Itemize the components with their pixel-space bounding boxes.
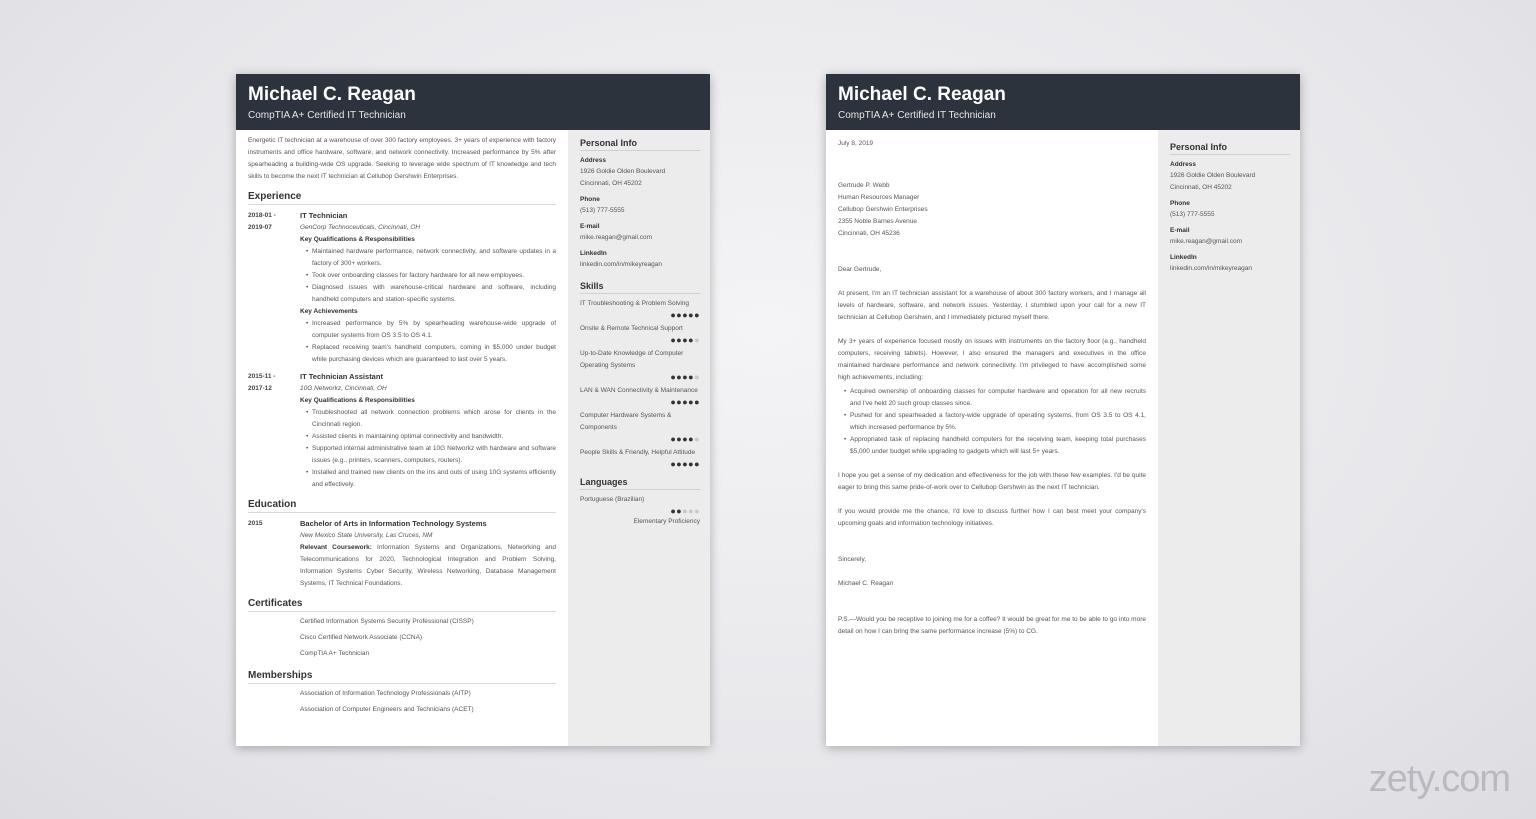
rating-dot-empty: ● <box>688 506 695 516</box>
email-value: mike.reagan@gmail.com <box>1170 238 1242 245</box>
skill-rating <box>580 434 700 444</box>
rating-dot-filled: ● <box>670 459 677 469</box>
list-item: • Troubleshooted all network connection problems which arose for clients in the Cincinnati region. <box>306 407 556 431</box>
rating-dot-filled: ● <box>694 459 700 469</box>
language-item <box>580 494 700 528</box>
rating-dot-filled: ● <box>688 372 695 382</box>
degree: Bachelor of Arts in Information Technology Systems <box>300 519 487 528</box>
education-entry <box>248 518 556 590</box>
signature: Michael C. Reagan <box>838 580 894 587</box>
skill-item <box>580 298 700 320</box>
bullet-list <box>300 407 556 491</box>
entry-date: 2018-01 - 2019-07 <box>248 212 276 231</box>
education-heading: Education <box>248 499 556 513</box>
linkedin-value: linkedin.com/in/mikeyreagan <box>580 261 663 268</box>
rating-dot-filled: ● <box>670 335 677 345</box>
list-item: • Acquired ownership of onboarding classes for computer hardware and operation for all new recruits and I've held 20 such group classes since. <box>844 386 1146 410</box>
address-label: Address <box>1170 161 1197 168</box>
paragraph: At present, I'm an IT technician assistant for a warehouse of about 300 factory workers, and I manage all levels of hardware, software, and network issues. Yesterday, I stumbled upon your call for a new IT technician at Cellubop Gershwin, and I immediately pictured myself there. <box>838 290 1146 321</box>
phone-label: Phone <box>580 196 600 203</box>
experience-entry <box>248 210 556 366</box>
resume-main <box>248 130 556 718</box>
paragraph: My 3+ years of experience focused mostly on issues with instruments on the factory floor (e.g., handheld computers, receiving tablets). However, I also ensured the managers and executives in the office maintained hardware performance and network connectivity. I'm privileged to have accomplished some high achievements, including: <box>838 338 1146 381</box>
email-label: E-mail <box>1170 227 1190 234</box>
job-title: IT Technician <box>300 211 348 220</box>
skill-item <box>580 410 700 444</box>
rating-dot-filled: ● <box>676 335 683 345</box>
rating-dot-filled: ● <box>676 434 683 444</box>
linkedin-label: LinkedIn <box>1170 254 1197 261</box>
resume-name: Michael C. Reagan <box>248 84 416 105</box>
email-label: E-mail <box>580 223 600 230</box>
rating-dot-filled: ● <box>676 397 683 407</box>
skill-rating <box>580 372 700 382</box>
subheading: Key Achievements <box>300 308 358 315</box>
certificates-list <box>248 614 556 662</box>
rating-dot-filled: ● <box>688 434 695 444</box>
rating-dot-filled: ● <box>688 335 695 345</box>
skill-name: LAN & WAN Connectivity & Maintenance <box>580 387 698 394</box>
resume-sidebar <box>568 130 710 746</box>
skill-rating <box>580 459 700 469</box>
closing: Sincerely, <box>838 556 867 563</box>
rating-dot-filled: ● <box>670 397 677 407</box>
rating-dot-filled: ● <box>670 506 677 516</box>
bullet-list <box>300 246 556 306</box>
personal-info-heading: Personal Info <box>580 138 700 151</box>
coursework <box>300 542 556 590</box>
rating-dot-empty: ● <box>694 372 700 382</box>
list-item: Certified Information Systems Security Professional (CISSP) <box>300 618 474 625</box>
letter-header <box>826 74 1300 130</box>
list-item: • Installed and trained new clients on the ins and outs of using 10G systems efficiently and effectively. <box>306 467 556 491</box>
list-item: • Pushed for and spearheaded a factory-wide upgrade of operating systems, from OS 3.5 to OS 4.1, which increased performance by 5%. <box>844 410 1146 434</box>
language-proficiency: Elementary Proficiency <box>633 518 700 525</box>
job-org: 10G Networkz, Cincinnati, OH <box>300 385 387 392</box>
email-value: mike.reagan@gmail.com <box>580 234 652 241</box>
personal-info-heading: Personal Info <box>1170 142 1290 155</box>
rating-dot-filled: ● <box>670 372 677 382</box>
address-value: 1926 Goldie Olden Boulevard Cincinnati, OH 45202 <box>580 168 666 187</box>
rating-dot-filled: ● <box>682 397 689 407</box>
rating-dot-filled: ● <box>682 335 689 345</box>
list-item: Association of Computer Engineers and Technicians (ACET) <box>300 706 474 713</box>
list-item: • Assisted clients in maintaining optimal connectivity and bandwidth. <box>306 431 556 443</box>
rating-dot-empty: ● <box>682 506 689 516</box>
rating-dot-filled: ● <box>682 372 689 382</box>
paragraph: I hope you get a sense of my dedication and effectiveness for the job with these few examples. I'd be quite eager to bring this same pride-of-work over to Cellubop Gershwin as the next IT technician. <box>838 472 1146 491</box>
skill-rating <box>580 335 700 345</box>
linkedin-value: linkedin.com/in/mikeyreagan <box>1170 265 1253 272</box>
rating-dot-empty: ● <box>694 434 700 444</box>
letter-date: July 8, 2019 <box>838 140 874 147</box>
linkedin-label: LinkedIn <box>580 250 607 257</box>
letter-sidebar <box>1158 130 1300 746</box>
list-item: • Increased performance by 5% by spearheading warehouse-wide upgrade of computer systems from OS 3.5 to OS 4.1. <box>306 318 556 342</box>
list-item: CompTIA A+ Technician <box>300 650 370 657</box>
rating-dot-filled: ● <box>688 310 695 320</box>
skill-item <box>580 348 700 382</box>
coursework-text: Information Systems and Organizations, Networking and Telecommunications for 2020, Technological Integration and Problem Solving, Information Systems Cyber Security, Wireless Networking, Database Management Systems, IT Technical Foundations. <box>300 544 556 587</box>
rating-dot-filled: ● <box>682 310 689 320</box>
job-title: IT Technician Assistant <box>300 372 383 381</box>
rating-dot-filled: ● <box>670 310 677 320</box>
phone-label: Phone <box>1170 200 1190 207</box>
rating-dot-filled: ● <box>682 434 689 444</box>
skill-rating <box>580 397 700 407</box>
rating-dot-filled: ● <box>676 506 683 516</box>
experience-heading: Experience <box>248 191 556 205</box>
resume-title: CompTIA A+ Certified IT Technician <box>248 110 406 121</box>
list-item: • Took over onboarding classes for factory hardware for all new employees. <box>306 270 556 282</box>
language-rating <box>580 506 700 516</box>
coursework-label: Relevant Coursework: <box>300 544 372 551</box>
phone-value: (513) 777-5555 <box>580 207 625 214</box>
subheading: Key Qualifications & Responsibilities <box>300 236 415 243</box>
rating-dot-filled: ● <box>688 459 695 469</box>
achievements-list <box>838 386 1146 458</box>
resume-page <box>236 74 710 746</box>
skill-rating <box>580 310 700 320</box>
recipient-block: Gertrude P. Webb Human Resources Manager Cellubop Gershwin Enterprises 2355 Noble Barnes Avenue Cincinnati, OH 45236 <box>838 182 928 237</box>
list-item: • Diagnosed issues with warehouse-critical hardware and software, including handheld computers and station-specific systems. <box>306 282 556 306</box>
skills-heading: Skills <box>580 281 700 294</box>
list-item: • Appropriated task of replacing handheld computers for the receiving team, keeping total purchases $5,000 under budget while upgrading to gadgets which will last 5+ years. <box>844 434 1146 458</box>
subheading: Key Qualifications & Responsibilities <box>300 397 415 404</box>
rating-dot-filled: ● <box>682 459 689 469</box>
skill-name: IT Troubleshooting & Problem Solving <box>580 300 689 307</box>
skills-list <box>580 298 700 469</box>
resume-header <box>236 74 710 130</box>
rating-dot-filled: ● <box>694 397 700 407</box>
list-item: Cisco Certified Network Associate (CCNA) <box>300 634 423 641</box>
list-item: • Supported internal administrative team at 10G Networkz with hardware and software issues (e.g., printers, scanners, computers, routers). <box>306 443 556 467</box>
languages-heading: Languages <box>580 477 700 490</box>
skill-item <box>580 447 700 469</box>
rating-dot-filled: ● <box>676 310 683 320</box>
entry-date: 2015-11 - 2017-12 <box>248 373 276 392</box>
skill-name: Computer Hardware Systems & Components <box>580 412 672 431</box>
language-name: Portuguese (Brazilian) <box>580 496 645 503</box>
rating-dot-empty: ● <box>694 506 700 516</box>
skill-item <box>580 323 700 345</box>
list-item: • Maintained hardware performance, network connectivity, and software updates in a factory of 300+ workers. <box>306 246 556 270</box>
skill-name: Onsite & Remote Technical Support <box>580 325 683 332</box>
skill-name: People Skills & Friendly, Helpful Attitude <box>580 449 696 456</box>
list-item: Association of Information Technology Professionals (AITP) <box>300 690 471 697</box>
greeting: Dear Gertrude, <box>838 266 882 273</box>
rating-dot-filled: ● <box>694 310 700 320</box>
letter-body <box>838 130 1146 638</box>
zety-logo[interactable]: zety.com <box>1368 758 1510 800</box>
address-label: Address <box>580 157 607 164</box>
rating-dot-filled: ● <box>688 397 695 407</box>
address-value: 1926 Goldie Olden Boulevard Cincinnati, OH 45202 <box>1170 172 1256 191</box>
school: New Mexico State University, Las Cruces, NM <box>300 532 433 539</box>
certificates-heading: Certificates <box>248 598 556 612</box>
letter-title: CompTIA A+ Certified IT Technician <box>838 110 996 121</box>
phone-value: (513) 777-5555 <box>1170 211 1215 218</box>
rating-dot-filled: ● <box>676 459 683 469</box>
memberships-list <box>248 686 556 718</box>
resume-summary: Energetic IT technician at a warehouse of over 300 factory employees. 3+ years of experience with factory instruments and office hardware, software, and network connectivity. Increased performance by 5% after spearheading a building-wide OS upgrade. Seeking to leverage wide spectrum of IT knowledge and tech skills to become the next IT technician at Cellubop Gershwin Enterprises. <box>248 137 556 180</box>
skill-name: Up-to-Date Knowledge of Computer Operating Systems <box>580 350 684 369</box>
experience-entry <box>248 371 556 491</box>
list-item: • Replaced receiving team's handheld computers, coming in $5,000 under budget while purchasing devices which are guaranteed to last over 5 years. <box>306 342 556 366</box>
postscript: P.S.—Would you be receptive to joining me for a coffee? It would be great for me to be able to go into more detail on how I can bring the same performance increase (5%) to CG. <box>838 616 1146 635</box>
letter-name: Michael C. Reagan <box>838 84 1006 105</box>
memberships-heading: Memberships <box>248 670 556 684</box>
job-org: GenCorp Technoceuticals, Cincinnati, OH <box>300 224 421 231</box>
bullet-list <box>300 318 556 366</box>
paragraph: If you would provide me the chance, I'd love to discuss further how I can best meet your company's upcoming goals and information technology initiatives. <box>838 508 1146 527</box>
entry-date: 2015 <box>248 520 263 527</box>
rating-dot-filled: ● <box>670 434 677 444</box>
cover-letter-page <box>826 74 1300 746</box>
skill-item <box>580 385 700 407</box>
rating-dot-empty: ● <box>694 335 700 345</box>
rating-dot-filled: ● <box>676 372 683 382</box>
